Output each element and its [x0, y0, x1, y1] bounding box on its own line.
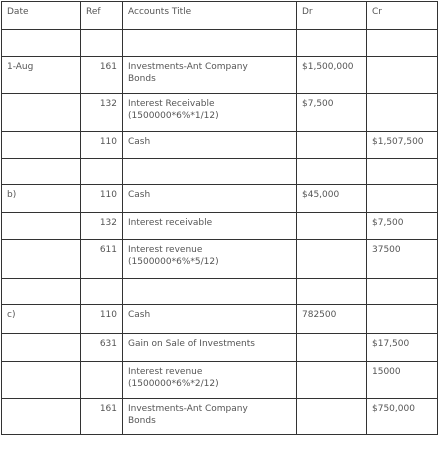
account-title-line: Cash	[128, 137, 151, 147]
ref-cell: 110	[81, 132, 123, 159]
credit-cell	[367, 57, 438, 94]
credit-cell: 15000	[367, 362, 438, 399]
account-title-cell	[123, 362, 297, 399]
table-row	[2, 362, 438, 399]
debit-cell: 782500	[297, 305, 367, 334]
ref-cell: 611	[81, 240, 123, 279]
ref-cell: 161	[81, 399, 123, 435]
account-title-cell	[123, 159, 297, 185]
table-row	[2, 30, 438, 57]
account-title-cell	[123, 334, 297, 362]
debit-cell: $7,500	[297, 94, 367, 132]
ref-cell: 132	[81, 213, 123, 240]
account-title-line: Interest Receivable	[128, 99, 215, 109]
journal-entry-table	[1, 1, 438, 435]
account-title-line: Interest receivable	[128, 218, 213, 228]
debit-cell	[297, 30, 367, 57]
ref-cell	[81, 159, 123, 185]
account-title-line: Investments-Ant Company	[128, 404, 248, 414]
header-dr: Dr	[297, 2, 367, 30]
account-title-cell	[123, 399, 297, 435]
ref-cell	[81, 362, 123, 399]
table-row	[2, 279, 438, 305]
account-title-cell	[123, 279, 297, 305]
account-title-line: Cash	[128, 310, 151, 320]
account-title-line: Gain on Sale of Investments	[128, 339, 255, 349]
credit-cell	[367, 94, 438, 132]
credit-cell: 37500	[367, 240, 438, 279]
credit-cell	[367, 305, 438, 334]
credit-cell	[367, 279, 438, 305]
account-title-cell	[123, 305, 297, 334]
ref-cell: 161	[81, 57, 123, 94]
ref-cell: 132	[81, 94, 123, 132]
date-cell	[2, 30, 81, 57]
date-cell	[2, 279, 81, 305]
credit-cell	[367, 159, 438, 185]
account-title-subline: Bonds	[128, 416, 156, 426]
header-ref: Ref	[81, 2, 123, 30]
account-title-line: Cash	[128, 190, 151, 200]
ref-cell	[81, 279, 123, 305]
date-cell: 1-Aug	[2, 57, 81, 94]
account-title-line: Interest revenue	[128, 367, 203, 377]
header-date: Date	[2, 2, 81, 30]
date-cell	[2, 334, 81, 362]
account-title-line: Investments-Ant Company	[128, 62, 248, 72]
debit-cell	[297, 240, 367, 279]
date-cell	[2, 213, 81, 240]
account-title-line: Interest revenue	[128, 245, 203, 255]
header-row	[2, 2, 438, 30]
table-row	[2, 94, 438, 132]
credit-cell	[367, 30, 438, 57]
header-cr: Cr	[367, 2, 438, 30]
debit-cell	[297, 279, 367, 305]
credit-cell	[367, 185, 438, 213]
account-title-subline: (1500000*6%*1/12)	[128, 111, 219, 121]
ref-cell: 110	[81, 305, 123, 334]
date-cell	[2, 399, 81, 435]
date-cell	[2, 159, 81, 185]
credit-cell: $750,000	[367, 399, 438, 435]
credit-cell: $7,500	[367, 213, 438, 240]
table-row	[2, 132, 438, 159]
account-title-cell	[123, 30, 297, 57]
account-title-cell	[123, 185, 297, 213]
table-row	[2, 305, 438, 334]
ref-cell: 631	[81, 334, 123, 362]
table-row	[2, 159, 438, 185]
debit-cell: $45,000	[297, 185, 367, 213]
debit-cell	[297, 159, 367, 185]
header-accounts-title: Accounts Title	[123, 2, 297, 30]
table-row	[2, 399, 438, 435]
account-title-subline: (1500000*6%*2/12)	[128, 379, 219, 389]
account-title-cell	[123, 94, 297, 132]
account-title-subline: (1500000*6%*5/12)	[128, 257, 219, 267]
table-row	[2, 213, 438, 240]
debit-cell	[297, 132, 367, 159]
debit-cell	[297, 213, 367, 240]
debit-cell	[297, 399, 367, 435]
table-row	[2, 57, 438, 94]
table-row	[2, 240, 438, 279]
account-title-subline: Bonds	[128, 74, 156, 84]
table-row	[2, 334, 438, 362]
debit-cell	[297, 362, 367, 399]
date-cell: c)	[2, 305, 81, 334]
ref-cell: 110	[81, 185, 123, 213]
account-title-cell	[123, 213, 297, 240]
date-cell	[2, 132, 81, 159]
credit-cell: $1,507,500	[367, 132, 438, 159]
date-cell: b)	[2, 185, 81, 213]
account-title-cell	[123, 132, 297, 159]
ref-cell	[81, 30, 123, 57]
account-title-cell	[123, 240, 297, 279]
date-cell	[2, 362, 81, 399]
debit-cell	[297, 334, 367, 362]
account-title-cell	[123, 57, 297, 94]
credit-cell: $17,500	[367, 334, 438, 362]
journal-table-body	[2, 2, 438, 435]
date-cell	[2, 94, 81, 132]
table-row	[2, 185, 438, 213]
debit-cell: $1,500,000	[297, 57, 367, 94]
date-cell	[2, 240, 81, 279]
